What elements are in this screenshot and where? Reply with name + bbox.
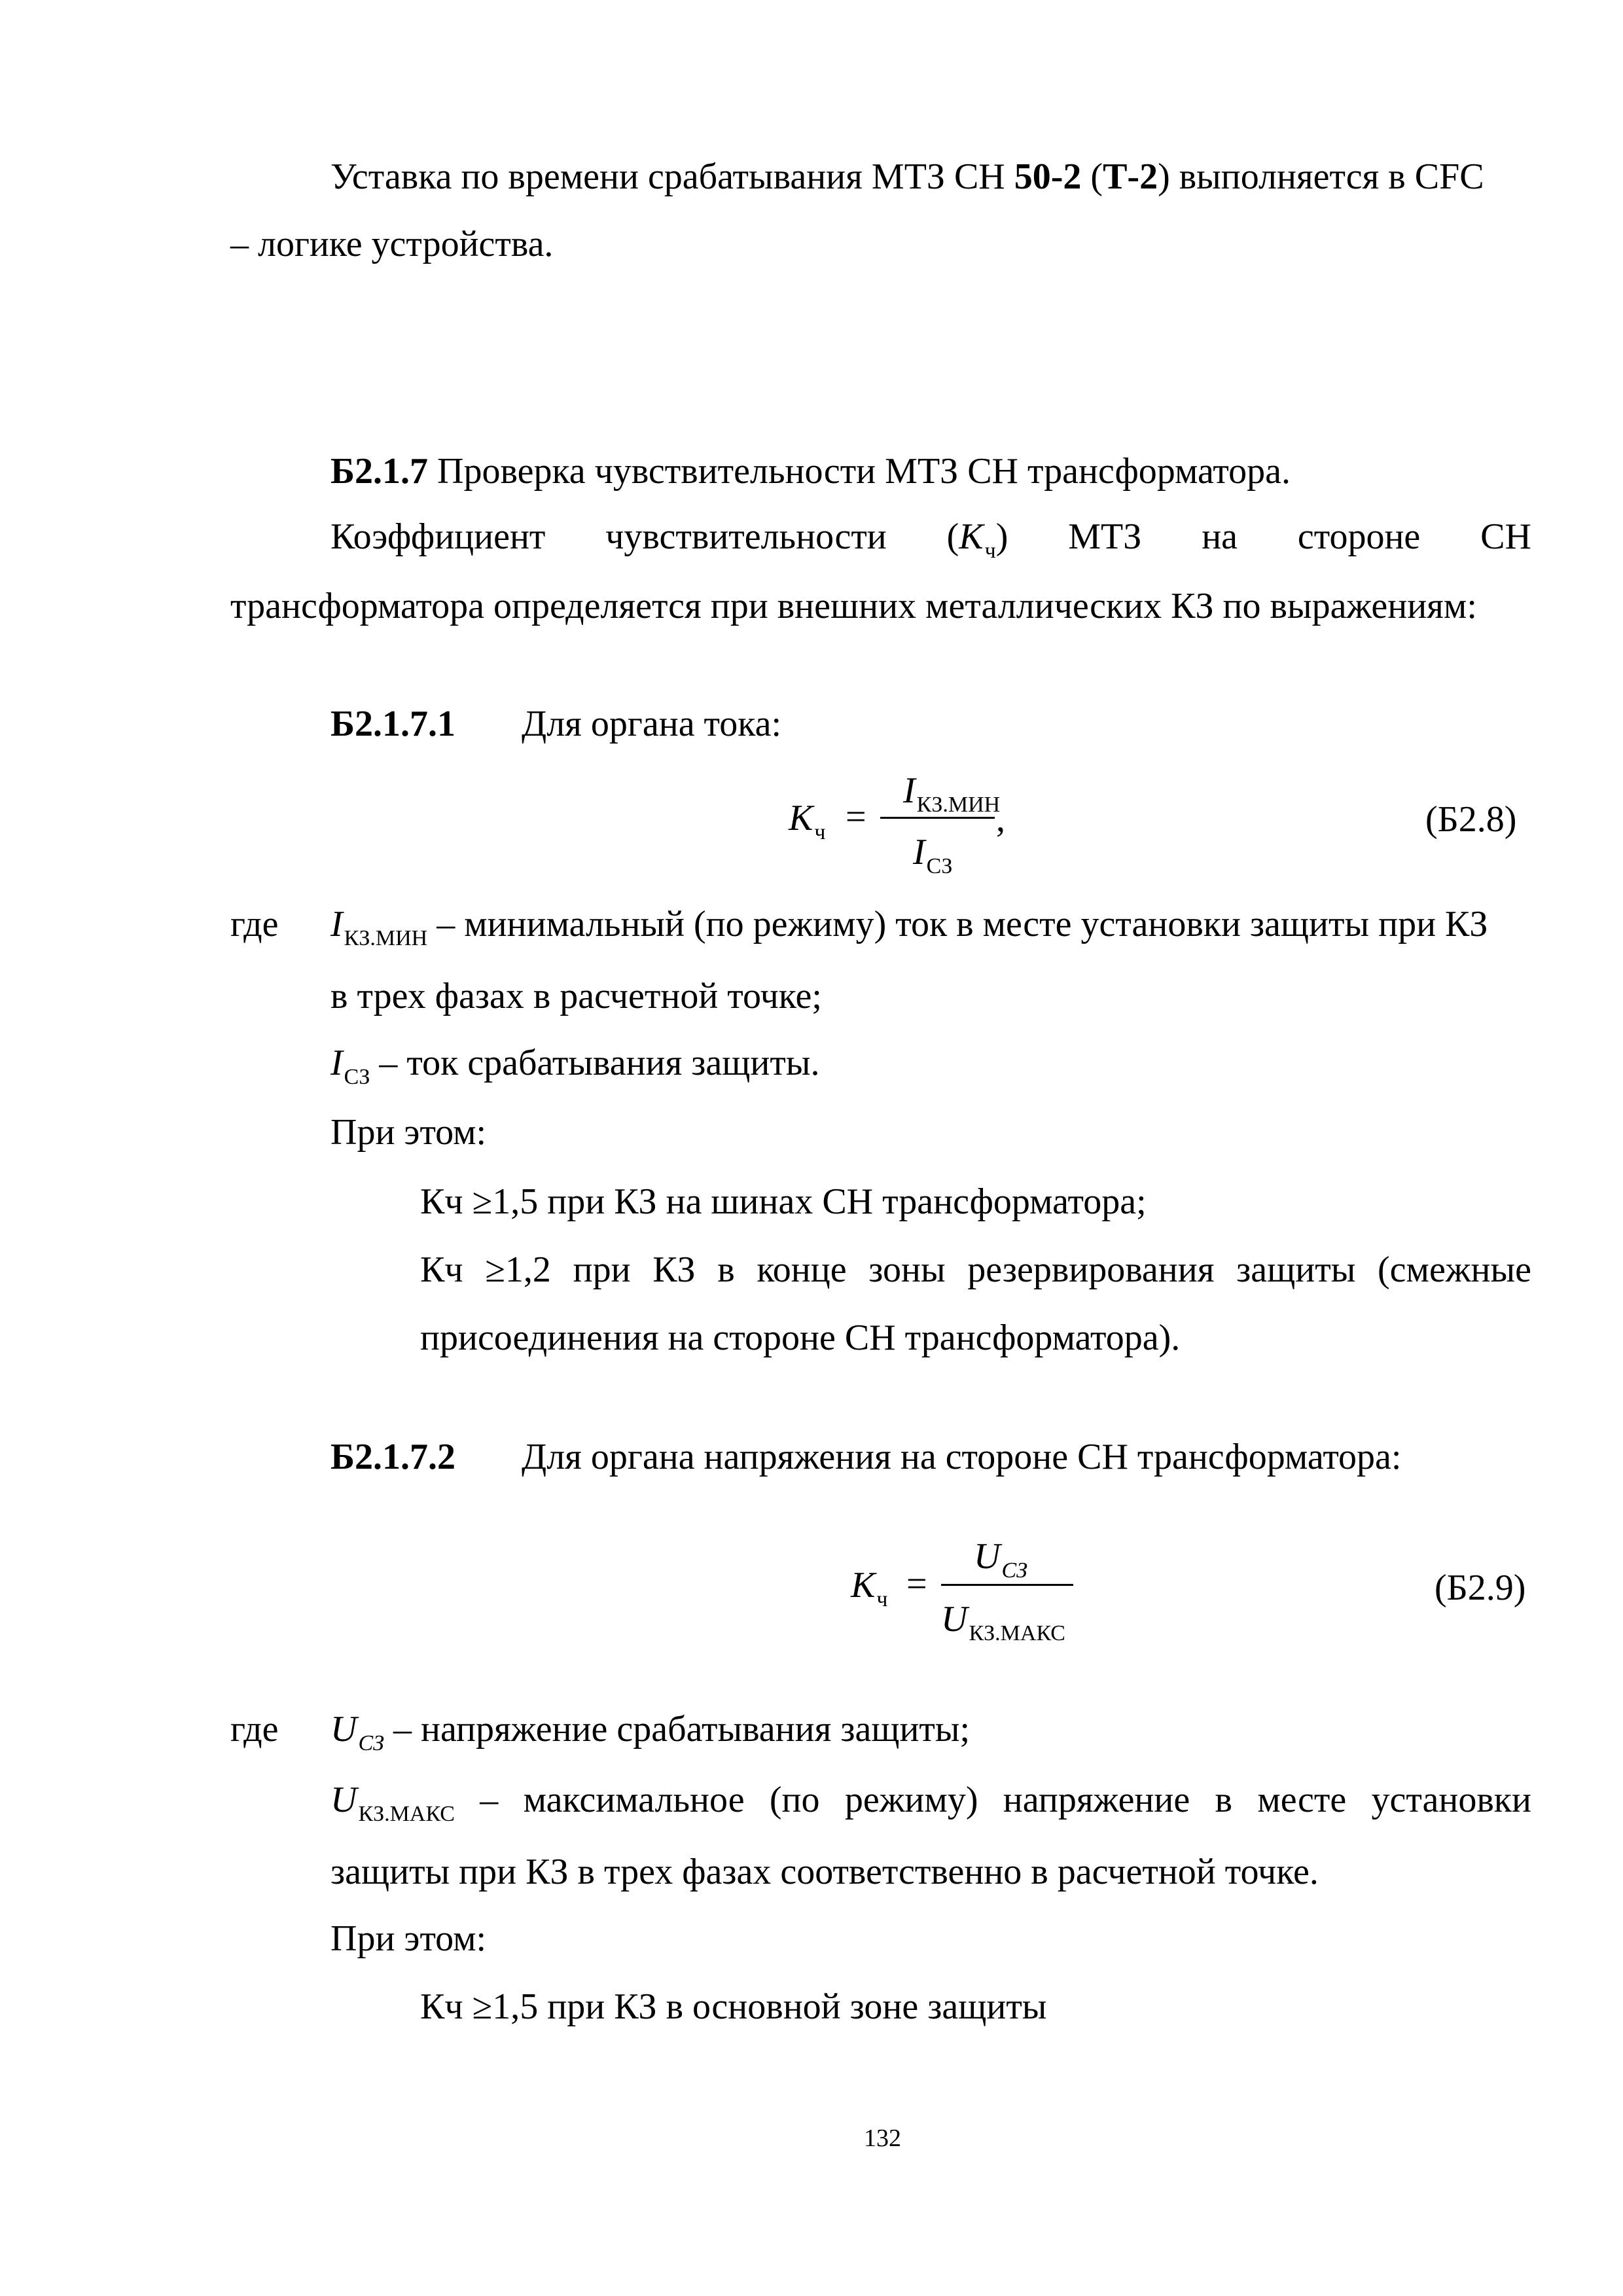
u-kz-maks-symbol: $U_{КЗ.МАКС}$: [330, 1780, 455, 1826]
formula-b28-denominator: $I_{СЗ}$: [913, 832, 953, 878]
pri-etom-1: При этом:: [330, 1112, 487, 1153]
formula-b28-numerator: $I_{КЗ.МИН}$: [903, 770, 1001, 817]
formula-b28-label: (Б2.8): [1425, 799, 1517, 840]
formula-b29-denominator: $U_{КЗ.МАКС}$: [941, 1599, 1065, 1645]
def-u-kz-maks-line-2: защиты при КЗ в трех фазах соответственно в расчетной точке.: [330, 1852, 1319, 1892]
def-i-kz-min-line-2: в трех фазах в расчетной точке;: [330, 976, 822, 1016]
k-ch-symbol: $(K_ч)$: [946, 516, 1008, 563]
section-b217-heading: Б2.1.7 Проверка чувствительности МТЗ СН трансформатора.: [330, 451, 1291, 492]
formula-b28-comma: ,: [996, 799, 1005, 840]
formula-b29-lhs: $K_ч$: [851, 1565, 888, 1611]
formula-b28-fraction-bar: [880, 817, 995, 819]
where-label-2: где: [230, 1709, 279, 1749]
intro-line-2: – логике устройства.: [230, 224, 554, 264]
def-i-kz-min: $I_{КЗ.МИН}$ – минимальный (по режиму) ток в месте установки защиты при КЗ: [330, 904, 1488, 950]
formula-b29-numerator: $U_{СЗ}$: [974, 1536, 1027, 1583]
formula-b29-label: (Б2.9): [1435, 1568, 1526, 1608]
condition-1-2: Кч ≥1,2 при КЗ в конце зоны резервирования защиты (смежные: [420, 1249, 1531, 1290]
condition-1-1: Кч ≥1,5 при КЗ на шинах СН трансформатора;: [420, 1181, 1147, 1222]
condition-2-1: Кч ≥1,5 при КЗ в основной зоне защиты: [420, 1986, 1047, 2027]
section-b2171-title: Для органа тока:: [522, 704, 782, 744]
def-u-kz-maks: $U_{КЗ.МАКС}$ – максимальное (по режиму) напряжение в месте установки: [330, 1780, 1531, 1826]
where-label-1: где: [230, 904, 279, 944]
intro-line-1: Уставка по времени срабатывания МТЗ СН 50-2 (Т-2) выполняется в CFC: [330, 156, 1484, 197]
def-i-sz: $I_{СЗ}$ – ток срабатывания защиты.: [330, 1043, 820, 1089]
section-b217-paragraph-line-2: трансформатора определяется при внешних металлических КЗ по выражениям:: [230, 586, 1477, 626]
def-u-sz: $U_{СЗ}$ – напряжение срабатывания защиты;: [330, 1709, 971, 1755]
section-b2172-number: Б2.1.7.2: [330, 1437, 456, 1477]
formula-b29-fraction-bar: [941, 1584, 1073, 1586]
page-number: 132: [864, 2125, 901, 2152]
pri-etom-2: При этом:: [330, 1918, 487, 1959]
condition-1-2-line-2: присоединения на стороне СН трансформатора).: [420, 1318, 1181, 1358]
formula-b28-equals: =: [846, 797, 866, 837]
section-b2171-number: Б2.1.7.1: [330, 704, 456, 744]
formula-b28-lhs: $K_ч$: [789, 798, 826, 844]
formula-b29-equals: =: [906, 1564, 927, 1604]
section-b2172-title: Для органа напряжения на стороне СН трансформатора:: [522, 1437, 1402, 1477]
section-b217-paragraph-line-1: Коэффициент чувствительности $(K_ч)$ МТЗ на стороне СН: [330, 516, 1531, 563]
